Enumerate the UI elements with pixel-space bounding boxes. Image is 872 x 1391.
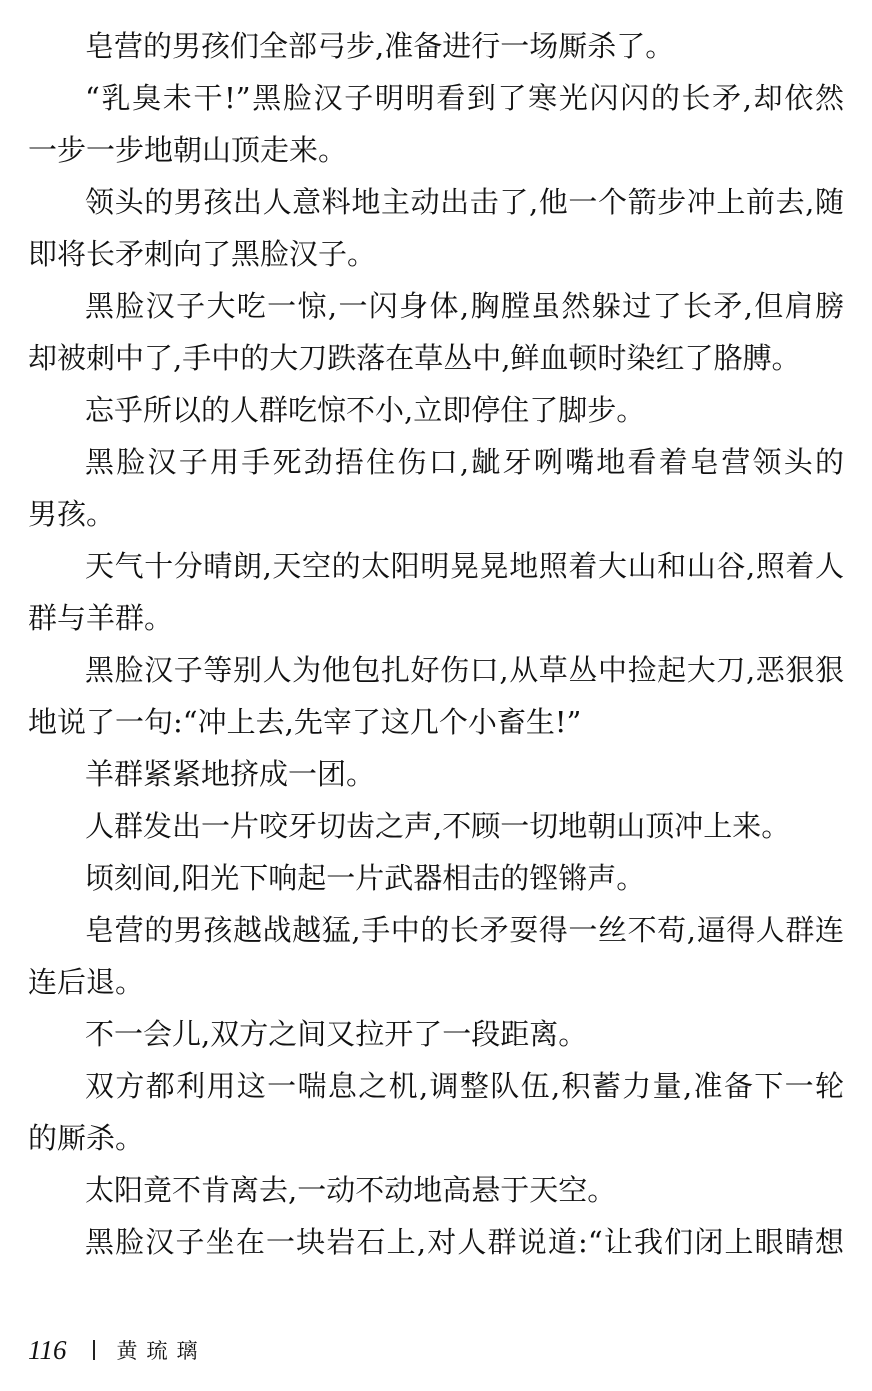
paragraph (28, 852, 844, 904)
text-line: 黑脸汉子坐在一块岩石上,对人群说道:“让我们闭上眼睛想 (85, 1225, 844, 1259)
paragraph (28, 20, 844, 72)
text-line: 天气十分晴朗,天空的太阳明晃晃地照着大山和山谷,照着人 (85, 549, 844, 583)
paragraph (28, 436, 844, 540)
text-line: 黑脸汉子等别人为他包扎好伤口,从草丛中捡起大刀,恶狠狠 (85, 653, 844, 687)
paragraph (28, 644, 844, 748)
text-line: 皂营的男孩们全部弓步,准备进行一场厮杀了。 (85, 29, 675, 63)
paragraph (28, 748, 844, 800)
author-name: 黄琉璃 (116, 1339, 207, 1363)
text-line: 人群发出一片咬牙切齿之声,不顾一切地朝山顶冲上来。 (85, 809, 791, 843)
page-number: 116 (28, 1334, 67, 1365)
text-line: 即将长矛刺向了黑脸汉子。 (28, 237, 377, 271)
paragraph (28, 72, 844, 176)
text-line: 一步一步地朝山顶走来。 (28, 133, 348, 167)
text-line: 黑脸汉子用手死劲捂住伤口,龇牙咧嘴地看着皂营领头的 (85, 445, 844, 479)
text-line: 双方都利用这一喘息之机,调整队伍,积蓄力量,准备下一轮 (85, 1069, 844, 1103)
text-line: 太阳竟不肯离去,一动不动地高悬于天空。 (85, 1173, 617, 1207)
paragraph (28, 280, 844, 384)
paragraph (28, 1008, 844, 1060)
text-line: 皂营的男孩越战越猛,手中的长矛耍得一丝不苟,逼得人群连 (85, 913, 844, 947)
paragraph (28, 904, 844, 1008)
text-line: 羊群紧紧地挤成一团。 (85, 757, 376, 791)
text-line: 的厮杀。 (28, 1121, 145, 1155)
page-footer (28, 1332, 207, 1368)
paragraph (28, 176, 844, 280)
text-line: “乳臭未干!”黑脸汉子明明看到了寒光闪闪的长矛,却依然 (85, 81, 844, 115)
paragraph (28, 800, 844, 852)
text-line: 却被刺中了,手中的大刀跌落在草丛中,鲜血顿时染红了胳膊。 (28, 341, 801, 375)
text-line: 连后退。 (28, 965, 145, 999)
text-line: 黑脸汉子大吃一惊,一闪身体,胸膛虽然躲过了长矛,但肩膀 (85, 289, 844, 323)
paragraph (28, 1060, 844, 1164)
paragraph (28, 384, 844, 436)
text-line: 顷刻间,阳光下响起一片武器相击的铿锵声。 (85, 861, 646, 895)
text-line: 地说了一句:“冲上去,先宰了这几个小畜生!” (28, 705, 582, 739)
text-line: 领头的男孩出人意料地主动出击了,他一个箭步冲上前去,随 (85, 185, 844, 219)
text-line: 群与羊群。 (28, 601, 174, 635)
paragraph (28, 1164, 844, 1216)
paragraph (28, 1216, 844, 1268)
text-line: 忘乎所以的人群吃惊不小,立即停住了脚步。 (85, 393, 646, 427)
body-text (28, 20, 844, 1268)
text-line: 不一会儿,双方之间又拉开了一段距离。 (85, 1017, 588, 1051)
footer-divider (93, 1340, 95, 1360)
text-line: 男孩。 (28, 497, 116, 531)
paragraph (28, 540, 844, 644)
